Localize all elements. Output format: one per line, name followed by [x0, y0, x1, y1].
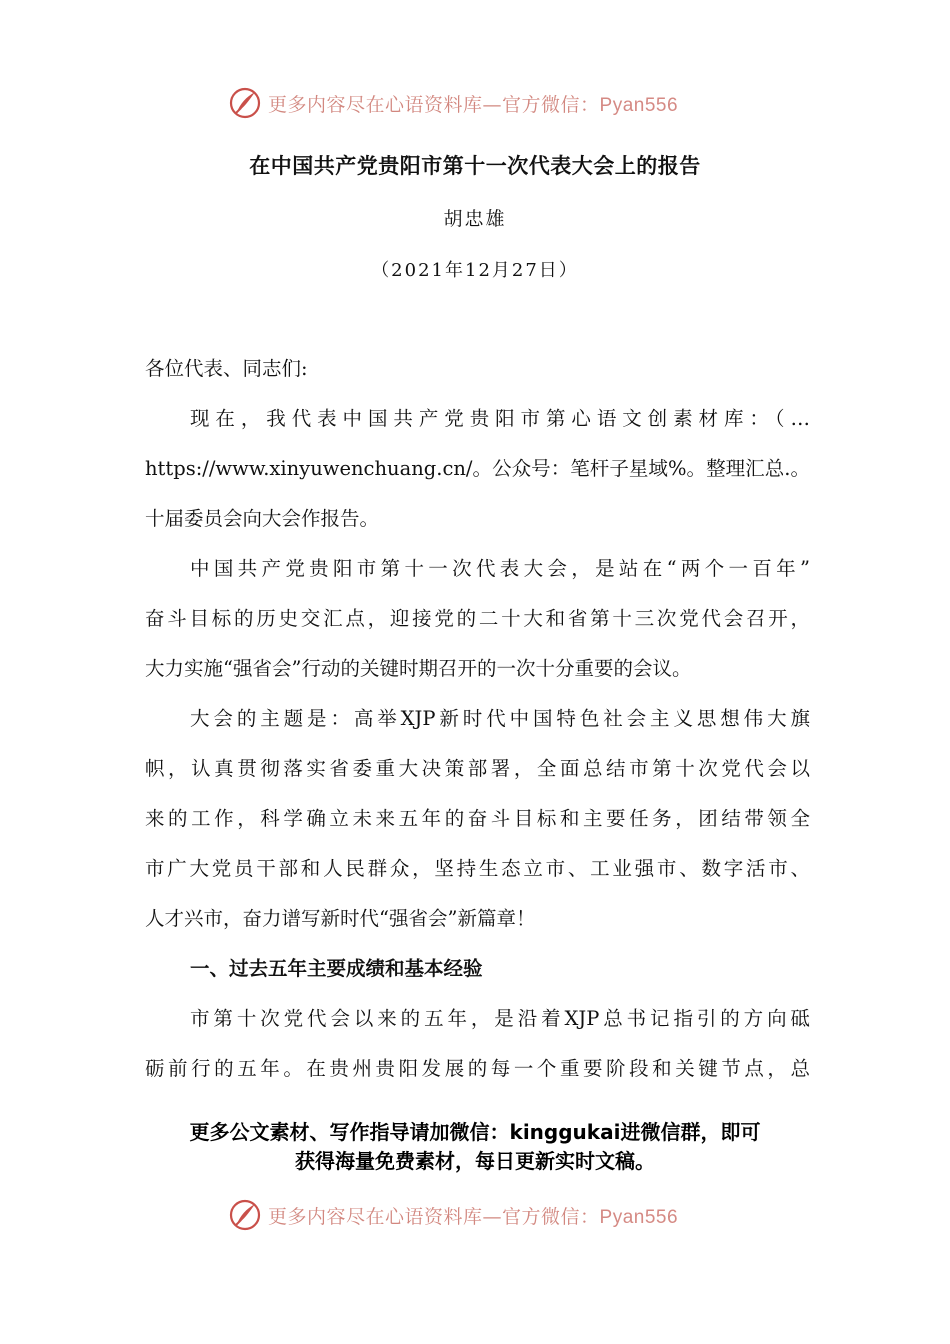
watermark-wechat-id: Pyan556: [599, 1206, 679, 1228]
paragraph-line: 现在，我代表中国共产党贵阳市第心语文创素材库：（…: [190, 407, 810, 430]
document-date: （2021年12月27日）: [371, 260, 579, 281]
document-author: 胡忠雄: [443, 208, 507, 230]
section-heading: 一、过去五年主要成绩和基本经验: [190, 957, 483, 980]
paragraph-line: 奋斗目标的历史交汇点，迎接党的二十大和省第十三次党代会召开，: [145, 607, 810, 630]
header-watermark: [228, 86, 678, 120]
quill-logo-icon: [228, 86, 262, 120]
salutation: 各位代表、同志们:: [145, 357, 308, 380]
paragraph-line: https://www.xinyuwenchuang.cn/。公众号：笔杆子星域%。整理汇总.。: [145, 457, 810, 480]
promo-line: 更多公文素材、写作指导请加微信：kinggukai进微信群，即可: [189, 1120, 761, 1144]
paragraph-line: 中国共产党贵阳市第十一次代表大会，是站在“两个一百年”: [190, 557, 810, 580]
paragraph-line: 帜，认真贯彻落实省委重大决策部署，全面总结市第十次党代会以: [145, 757, 810, 780]
paragraph-line: 市第十次党代会以来的五年，是沿着XJP总书记指引的方向砥: [190, 1007, 810, 1030]
paragraph-line: 市广大党员干部和人民群众，坚持生态立市、工业强市、数字活市、: [145, 857, 810, 880]
watermark-text: 更多内容尽在心语资料库—官方微信：: [268, 93, 600, 116]
paragraph-line: 来的工作，科学确立未来五年的奋斗目标和主要任务，团结带领全: [145, 807, 810, 830]
quill-logo-icon: [228, 1198, 262, 1232]
watermark-text: 更多内容尽在心语资料库—官方微信：: [268, 1205, 600, 1228]
footer-watermark: [228, 1198, 678, 1232]
paragraph-line: 人才兴市，奋力谱写新时代“强省会”新篇章！: [145, 907, 536, 930]
paragraph-line: 十届委员会向大会作报告。: [145, 507, 380, 530]
document-title: 在中国共产党贵阳市第十一次代表大会上的报告: [249, 153, 701, 178]
promo-line: 获得海量免费素材，每日更新实时文稿。: [295, 1149, 655, 1173]
promo-banner: [0, 1118, 950, 1176]
paragraph-line: 大会的主题是：高举XJP新时代中国特色社会主义思想伟大旗: [190, 707, 810, 730]
watermark-wechat-id: Pyan556: [599, 94, 679, 116]
paragraph-line: 大力实施“强省会”行动的关键时期召开的一次十分重要的会议。: [145, 657, 692, 680]
paragraph-line: 砺前行的五年。在贵州贵阳发展的每一个重要阶段和关键节点，总: [145, 1057, 810, 1080]
document-body: [145, 344, 810, 1094]
